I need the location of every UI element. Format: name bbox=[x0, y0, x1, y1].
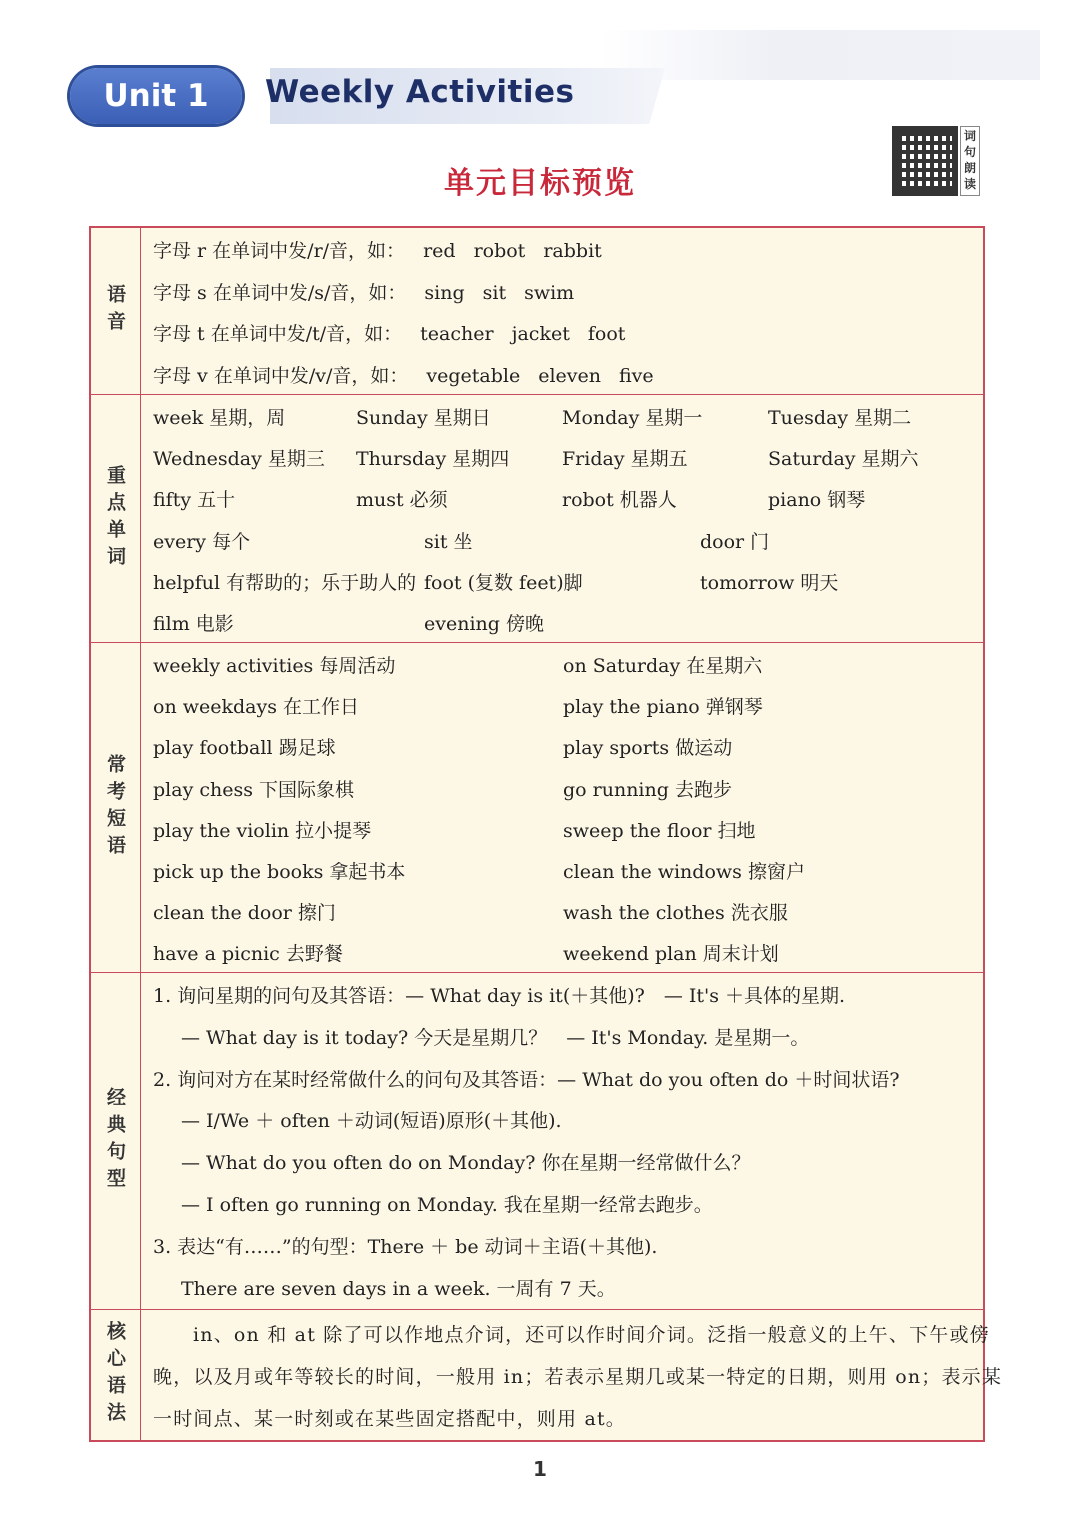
phrase-item: play the piano 弹钢琴 bbox=[563, 696, 763, 719]
vocab-item: every 每个 bbox=[153, 530, 251, 553]
vocab-item: Monday 星期一 bbox=[562, 407, 703, 429]
pronunciation-line: 字母 t 在单词中发/t/音，如： teacher jacket foot bbox=[153, 323, 626, 345]
row-label: 语音 bbox=[91, 228, 141, 394]
grammar-row bbox=[91, 1310, 1003, 1440]
pronunciation-line: 字母 r 在单词中发/r/音，如： red robot rabbit bbox=[153, 240, 602, 262]
vocab-item: helpful 有帮助的；乐于助人的 bbox=[153, 571, 417, 594]
example-word: sing bbox=[424, 281, 465, 304]
pronunciation-line: 字母 v 在单词中发/v/音，如： vegetable eleven five bbox=[153, 364, 654, 387]
unit-badge: Unit 1 bbox=[70, 68, 242, 124]
phrase-item: wash the clothes 洗衣服 bbox=[563, 902, 788, 925]
vocab-item: film 电影 bbox=[153, 613, 234, 635]
example-word: red bbox=[423, 240, 456, 262]
phrase-item: have a picnic 去野餐 bbox=[153, 943, 343, 966]
unit-header bbox=[70, 68, 600, 124]
vocab-item: Wednesday 星期三 bbox=[153, 448, 325, 471]
phrase-item: sweep the floor 扫地 bbox=[563, 819, 756, 842]
sentence-line: — I/We ＋ often ＋动词(短语)原形(＋其他). bbox=[181, 1110, 562, 1133]
phrase-item: on weekdays 在工作日 bbox=[153, 696, 359, 719]
example-word: eleven bbox=[538, 364, 601, 387]
pronunciation-line: 字母 s 在单词中发/s/音，如： sing sit swim bbox=[153, 281, 575, 304]
words-row bbox=[91, 395, 983, 643]
phrase-item: weekly activities 每周活动 bbox=[153, 655, 396, 677]
vocab-item: Sunday 星期日 bbox=[356, 407, 491, 429]
phrase-item: play sports 做运动 bbox=[563, 737, 733, 760]
vocab-item: evening 傍晚 bbox=[424, 613, 544, 635]
example-word: jacket bbox=[511, 323, 570, 345]
vocab-item: sit 坐 bbox=[424, 530, 473, 553]
vocab-item: Saturday 星期六 bbox=[768, 448, 919, 471]
phrase-item: pick up the books 拿起书本 bbox=[153, 861, 406, 883]
phrase-item: play the violin 拉小提琴 bbox=[153, 819, 372, 842]
example-word: swim bbox=[524, 281, 575, 304]
page-number: 1 bbox=[533, 1457, 547, 1481]
example-word: teacher bbox=[420, 323, 494, 345]
section-title: 单元目标预览 bbox=[444, 166, 636, 201]
row-label: 经典句型 bbox=[91, 973, 141, 1309]
sentence-line: — I often go running on Monday. 我在星期一经常去跑步。 bbox=[181, 1194, 713, 1216]
sentence-line: 1. 询问星期的问句及其答语：— What day is it(＋其他)? — It's ＋具体的星期. bbox=[153, 985, 846, 1007]
grammar-line: 一时间点、某一时刻或在某些固定搭配中，则用 at。 bbox=[153, 1408, 627, 1430]
vocab-item: door 门 bbox=[700, 530, 770, 553]
row-label: 重点单词 bbox=[91, 395, 141, 642]
phrase-item: play football 踢足球 bbox=[153, 737, 336, 760]
phrase-item: clean the door 擦门 bbox=[153, 902, 336, 925]
grammar-line: in、on 和 at 除了可以作地点介词，还可以作时间介词。泛指一般意义的上午、下午或傍 bbox=[193, 1324, 990, 1346]
example-word: robot bbox=[473, 240, 526, 262]
example-word: sit bbox=[482, 281, 507, 304]
unit-title: Weekly Activities bbox=[265, 74, 575, 110]
pronunciation-row bbox=[91, 228, 983, 395]
vocab-item: Thursday 星期四 bbox=[356, 448, 510, 471]
preview-table bbox=[89, 226, 1003, 1442]
example-word: foot bbox=[587, 323, 626, 345]
vocab-item: week 星期，周 bbox=[153, 407, 286, 429]
vocab-item: piano 钢琴 bbox=[768, 489, 866, 512]
example-word: rabbit bbox=[543, 240, 602, 262]
sentences-row bbox=[91, 973, 983, 1310]
row-label: 核心语法 bbox=[91, 1310, 141, 1440]
row-label: 常考短语 bbox=[91, 643, 141, 972]
sentence-line: There are seven days in a week. 一周有 7 天。 bbox=[181, 1277, 616, 1300]
sentence-line: — What day is it today? 今天是星期几？ — It's Monday. 是星期一。 bbox=[181, 1026, 810, 1049]
qr-label: 词句朗读 bbox=[960, 126, 980, 196]
example-word: five bbox=[618, 364, 654, 387]
phrases-row bbox=[91, 643, 983, 973]
sentence-line: 2. 询问对方在某时经常做什么的问句及其答语：— What do you often do ＋时间状语? bbox=[153, 1068, 900, 1091]
phrase-item: go running 去跑步 bbox=[563, 778, 732, 801]
vocab-item: must 必须 bbox=[356, 489, 448, 512]
vocab-item: Friday 星期五 bbox=[562, 448, 688, 471]
vocab-item: Tuesday 星期二 bbox=[768, 407, 912, 429]
sentence-line: 3. 表达“有……”的句型：There ＋ be 动词＋主语(＋其他). bbox=[153, 1235, 658, 1258]
vocab-item: foot (复数 feet)脚 bbox=[424, 571, 583, 594]
sentence-line: — What do you often do on Monday? 你在星期一经常做什么？ bbox=[181, 1152, 751, 1175]
vocab-item: fifty 五十 bbox=[153, 489, 236, 512]
vocab-item: tomorrow 明天 bbox=[700, 571, 839, 594]
phrase-item: on Saturday 在星期六 bbox=[563, 655, 763, 677]
phrase-item: play chess 下国际象棋 bbox=[153, 778, 355, 801]
phrase-item: clean the windows 擦窗户 bbox=[563, 861, 805, 883]
grammar-line: 晚，以及月或年等较长的时间，一般用 in；若表示星期几或某一特定的日期，则用 on；表示某 bbox=[153, 1366, 1003, 1388]
header-band bbox=[600, 30, 1040, 80]
vocab-item: robot 机器人 bbox=[562, 489, 677, 512]
example-word: vegetable bbox=[426, 364, 521, 387]
phrase-item: weekend plan 周末计划 bbox=[563, 943, 779, 966]
